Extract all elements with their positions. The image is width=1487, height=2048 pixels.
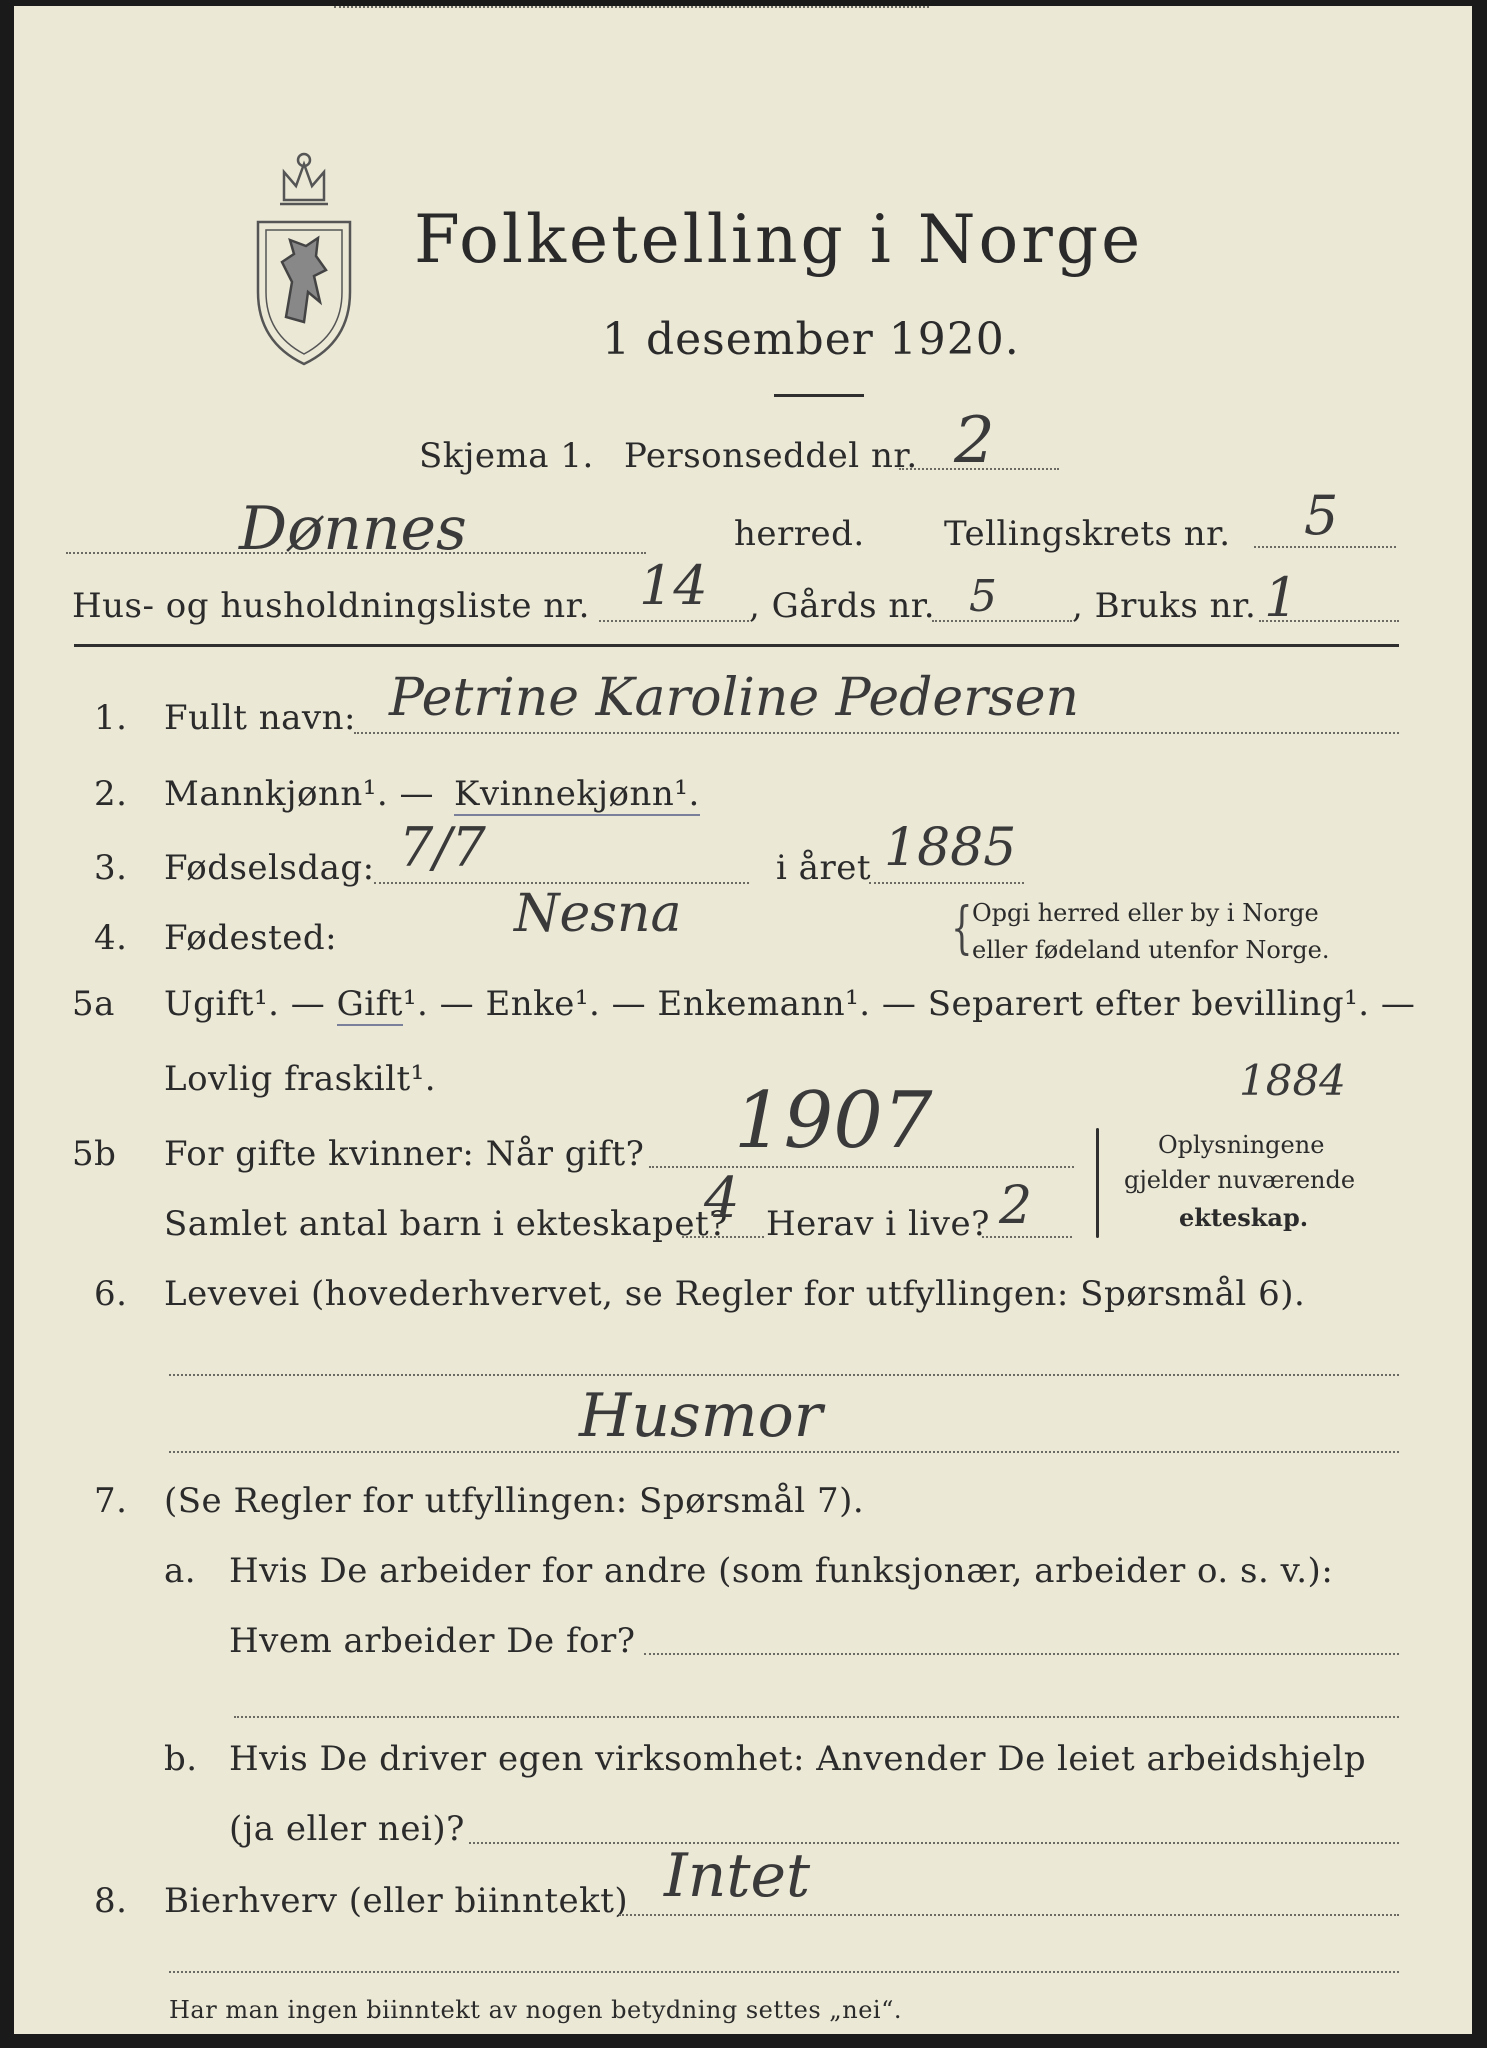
q5a-options (164, 984, 1415, 1024)
q5b-barn-label: Samlet antal barn i ekteskapet? (164, 1204, 728, 1244)
q5a-rest: Enke¹. — Enkemann¹. — Separert efter bevilling¹. — (485, 984, 1416, 1024)
q8-number: 8. (94, 1881, 128, 1921)
q5b-note-bracket (1096, 1128, 1099, 1238)
q7a-dotted-line-2 (234, 1716, 1399, 1718)
q7-label: (Se Regler for utfyllingen: Spørsmål 7). (164, 1481, 865, 1521)
q3-birth-year: 1885 (884, 818, 1017, 878)
q5b-number: 5b (72, 1134, 117, 1174)
q7a-line1: Hvis De arbeider for andre (som funksjonær, arbeider o. s. v.): (229, 1551, 1334, 1591)
q5b-note-line3: ekteskap. (1179, 1203, 1309, 1232)
q1-full-name: Petrine Karoline Pedersen (389, 668, 1079, 728)
q7a-dotted-line-1 (644, 1653, 1399, 1655)
q3-year-dotted-line (869, 882, 1024, 884)
q5a-ugift: Ugift¹. — (164, 984, 337, 1024)
q4-number: 4. (94, 918, 128, 958)
q4-dotted-line (334, 6, 929, 8)
q7b-dotted-line (469, 1842, 1399, 1844)
q3-number: 3. (94, 848, 128, 888)
header-divider (74, 644, 1399, 647)
q4-note-line2: eller fødeland utenfor Norge. (972, 936, 1330, 964)
hus-label: Hus- og husholdningsliste nr. (72, 586, 590, 626)
q5a-gift-sup: ¹. — (402, 984, 486, 1024)
q4-note-line1: Opgi herred eller by i Norge (972, 899, 1319, 927)
q2-number: 2. (94, 774, 128, 814)
gards-value: 5 (969, 571, 997, 622)
herred-dotted-line (66, 552, 646, 554)
herred-value: Dønnes (239, 494, 467, 564)
q5a-gift: Gift (336, 984, 403, 1024)
q5b-label: For gifte kvinner: Når gift? (164, 1134, 645, 1174)
census-date: 1 desember 1920. (602, 314, 1020, 365)
census-form-page (14, 6, 1472, 2034)
q8-label: Bierhverv (eller biinntekt) (164, 1881, 629, 1921)
q5a-line2: Lovlig fraskilt¹. (164, 1059, 437, 1099)
q2-label-mann: Mannkjønn¹. — (164, 774, 435, 814)
q7b-line1: Hvis De driver egen virksomhet: Anvender De leiet arbeidshjelp (229, 1739, 1367, 1779)
q8-dotted-line-1 (619, 1914, 1399, 1916)
gards-label: , Gårds nr. (749, 586, 936, 626)
q1-dotted-line (354, 732, 1399, 734)
q7b-letter: b. (164, 1739, 198, 1779)
q5b-living-count: 2 (999, 1176, 1033, 1236)
q5a-number: 5a (72, 984, 115, 1024)
q7b-line2: (ja eller nei)? (229, 1809, 465, 1849)
q6-label: Levevei (hovederhvervet, se Regler for utfyllingen: Spørsmål 6). (164, 1274, 1306, 1314)
q3-year-label: i året (776, 848, 871, 888)
q7a-letter: a. (164, 1551, 197, 1591)
q1-label: Fullt navn: (164, 698, 356, 738)
tellingskrets-value: 5 (1304, 484, 1339, 547)
norway-coat-of-arms-icon (244, 142, 364, 367)
q6-dotted-line-2 (169, 1451, 1399, 1453)
title-divider (774, 394, 864, 397)
q2-label-kvinne: Kvinnekjønn¹. (454, 774, 700, 814)
hus-dotted-line (599, 620, 749, 622)
q6-occupation: Husmor (579, 1381, 823, 1451)
q5b-barn-dotted-line (682, 1236, 764, 1238)
q5b-prior-year: 1884 (1239, 1056, 1346, 1105)
q5b-live-label: Herav i live? (766, 1204, 990, 1244)
personseddel-value: 2 (954, 404, 995, 478)
q3-label: Fødselsdag: (164, 848, 375, 888)
gards-dotted-line (932, 620, 1072, 622)
q5b-note-line2: gjelder nuværende (1124, 1166, 1356, 1194)
q4-label: Fødested: (164, 918, 338, 958)
q5b-children-count: 4 (704, 1166, 740, 1231)
q3-birth-date: 7/7 (399, 816, 486, 879)
q1-number: 1. (94, 698, 128, 738)
tellingskrets-label: Tellingskrets nr. (944, 514, 1231, 554)
skjema-label: Skjema 1. (419, 436, 594, 476)
q6-number: 6. (94, 1274, 128, 1314)
q5b-note-line1: Oplysningene (1158, 1131, 1325, 1159)
q4-birthplace: Nesna (514, 884, 682, 944)
q6-dotted-line-1 (169, 1374, 1399, 1376)
herred-label: herred. (734, 514, 865, 554)
q7a-line2: Hvem arbeider De for? (229, 1621, 636, 1661)
q8-dotted-line-2 (169, 1971, 1399, 1973)
q4-note-brace: { (951, 896, 973, 961)
bruks-value: 1 (1264, 566, 1299, 629)
hus-value: 14 (639, 554, 708, 617)
form-title: Folketelling i Norge (414, 201, 1144, 278)
personseddel-label: Personseddel nr. (624, 436, 918, 476)
q7-number: 7. (94, 1481, 128, 1521)
footer-note: Har man ingen biinntekt av nogen betydning settes „nei“. (169, 1996, 902, 2024)
q5b-married-year: 1907 (734, 1076, 933, 1166)
q8-side-income: Intet (664, 1841, 811, 1911)
q5b-live-dotted-line (982, 1236, 1072, 1238)
bruks-label: , Bruks nr. (1072, 586, 1257, 626)
